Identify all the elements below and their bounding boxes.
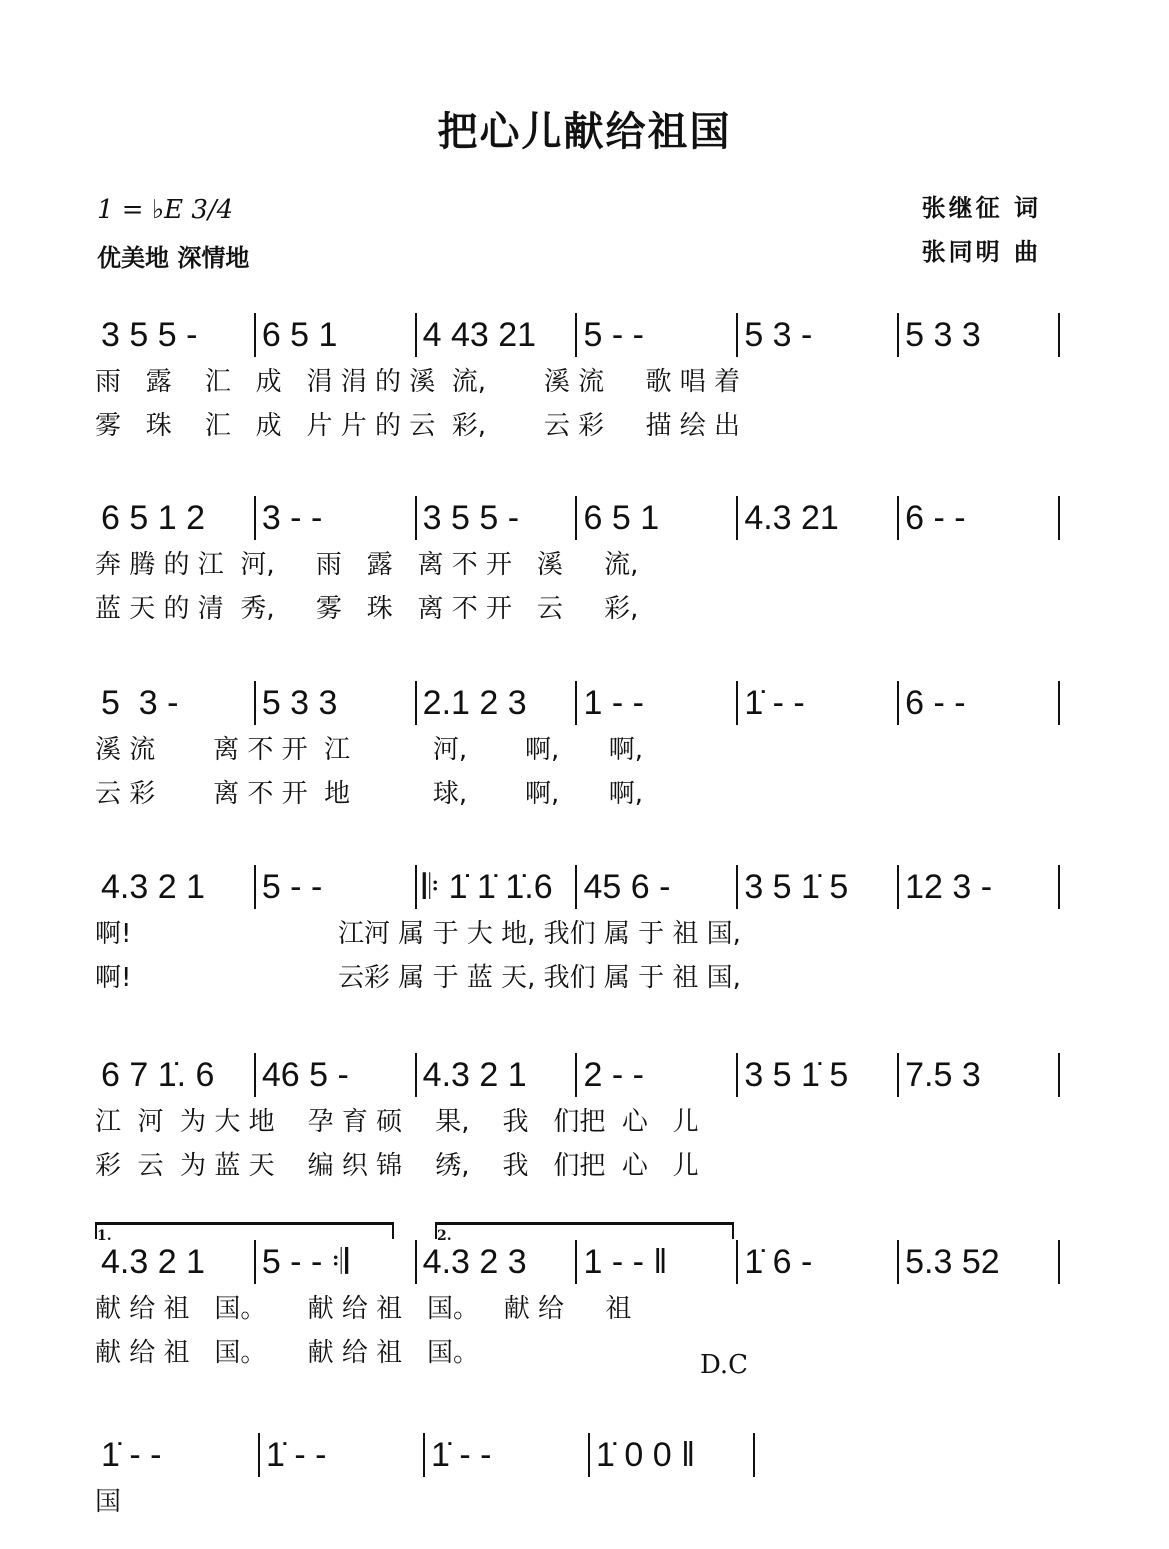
lyric-verse-2: 彩 云 为 蓝 天 编 织 锦 绣, 我 们把 心 儿 (95, 1151, 699, 1181)
measure: 4.3 2 1 (101, 867, 205, 906)
da-capo-mark: D.C (700, 1350, 749, 1380)
score-row (95, 310, 1060, 448)
song-title: 把心儿献给祖国 (437, 109, 732, 155)
tempo-marking: 优美地 深情地 (97, 244, 250, 272)
bar-line (753, 1433, 755, 1477)
lyric-verse-1: 国 (95, 1487, 122, 1517)
measure: 46 5 - (261, 1055, 349, 1094)
measure: 7.5 3 (905, 1055, 981, 1094)
measure: 1̇ 0 0 ‖ (596, 1435, 696, 1474)
measure: 5 3 3 (261, 683, 338, 722)
score-row (95, 862, 1060, 1000)
first-ending-bracket (95, 1222, 394, 1244)
lyric-verse-1: 溪 流 离 不 开 江 河, 啊, 啊, (95, 735, 644, 765)
measure: 12 3 - (905, 867, 993, 906)
notes-line (95, 1050, 1060, 1100)
measure: 6 - - (905, 683, 966, 722)
measure: 6 5 1 (261, 315, 338, 354)
composer-credit: 张同明 曲 (921, 238, 1041, 266)
notes-line (95, 310, 1060, 360)
measure: 𝄆 1̇ 1̇ 1̇.6 (422, 867, 553, 906)
measure: 3 5 1̇ 5 (744, 1055, 849, 1094)
measure: 4 43 21 (422, 315, 537, 354)
measure: 1 - - ‖ (583, 1242, 668, 1281)
lyric-verse-1: 献 给 祖 国。 献 给 祖 国。 献 给 祖 (95, 1294, 632, 1324)
measure: 4.3 2 1 (422, 1055, 527, 1094)
bar-line (1058, 681, 1060, 725)
score-row (95, 678, 1060, 816)
lyric-verse-1: 江 河 为 大 地 孕 育 硕 果, 我 们把 心 儿 (95, 1107, 699, 1137)
measure: 1 - - (583, 683, 644, 722)
measure: 5 - - 𝄇 (261, 1242, 349, 1281)
lyric-verse-2: 雾 珠 汇 成 片 片 的 云 彩, 云 彩 描 绘 出 (95, 411, 740, 441)
measure: 3 5 1̇ 5 (744, 867, 849, 906)
measure: 4.3 21 (744, 498, 839, 537)
lyric-verse-2: 啊! 云彩 属 于 蓝 天, 我们 属 于 祖 国, (95, 963, 741, 993)
measure: 5 3 - (744, 315, 813, 354)
lyric-verse-1: 啊! 江河 属 于 大 地, 我们 属 于 祖 国, (95, 919, 741, 949)
lyricist-credit: 张继征 词 (921, 194, 1041, 222)
measure: 5 - - (261, 867, 323, 906)
measure: 4.3 2 1 (101, 1242, 205, 1281)
measure: 45 6 - (583, 867, 671, 906)
score-row (95, 1050, 1060, 1188)
measure: 1̇ - - (266, 1435, 327, 1474)
bar-line (1058, 313, 1060, 357)
measure: 6 5 1 2 (101, 498, 205, 537)
second-ending-bracket (435, 1222, 734, 1244)
score-row (95, 1430, 755, 1524)
measure: 6 7 1̇. 6 (101, 1055, 215, 1094)
notes-line (95, 1237, 1060, 1287)
measure: 5 3 - (101, 683, 179, 722)
measure: 6 - - (905, 498, 966, 537)
volta-label: 1. (97, 1228, 112, 1244)
measure: 3 5 5 - (422, 498, 520, 537)
bar-line (1058, 1240, 1060, 1284)
measure: 5.3 52 (905, 1242, 1000, 1281)
notes-line (95, 678, 1060, 728)
lyric-verse-2: 蓝 天 的 清 秀, 雾 珠 离 不 开 云 彩, (95, 594, 639, 624)
bar-line (1058, 496, 1060, 540)
measure: 1̇ - - (101, 1435, 162, 1474)
key-signature: 1 = ♭E 3/4 (97, 195, 234, 225)
measure: 6 5 1 (583, 498, 660, 537)
notes-line (95, 862, 1060, 912)
measure: 1̇ 6 - (744, 1242, 813, 1281)
bar-line (1058, 865, 1060, 909)
measure: 2.1 2 3 (422, 683, 527, 722)
lyric-verse-2: 云 彩 离 不 开 地 球, 啊, 啊, (95, 779, 644, 809)
bar-line (1058, 1053, 1060, 1097)
measure: 1̇ - - (431, 1435, 492, 1474)
notes-line (95, 493, 1060, 543)
score-row (95, 493, 1060, 631)
notes-line (95, 1430, 755, 1480)
volta-label: 2. (437, 1228, 452, 1244)
measure: 2 - - (583, 1055, 644, 1094)
lyric-verse-2: 献 给 祖 国。 献 给 祖 国。 (95, 1338, 479, 1368)
score-row (95, 1237, 1060, 1375)
measure: 3 - - (261, 498, 323, 537)
measure: 4.3 2 3 (422, 1242, 527, 1281)
lyric-verse-1: 奔 腾 的 江 河, 雨 露 离 不 开 溪 流, (95, 550, 639, 580)
measure: 5 3 3 (905, 315, 981, 354)
measure: 3 5 5 - (101, 315, 198, 354)
measure: 5 - - (583, 315, 644, 354)
measure: 1̇ - - (744, 683, 805, 722)
lyric-verse-1: 雨 露 汇 成 涓 涓 的 溪 流, 溪 流 歌 唱 着 (95, 367, 740, 397)
